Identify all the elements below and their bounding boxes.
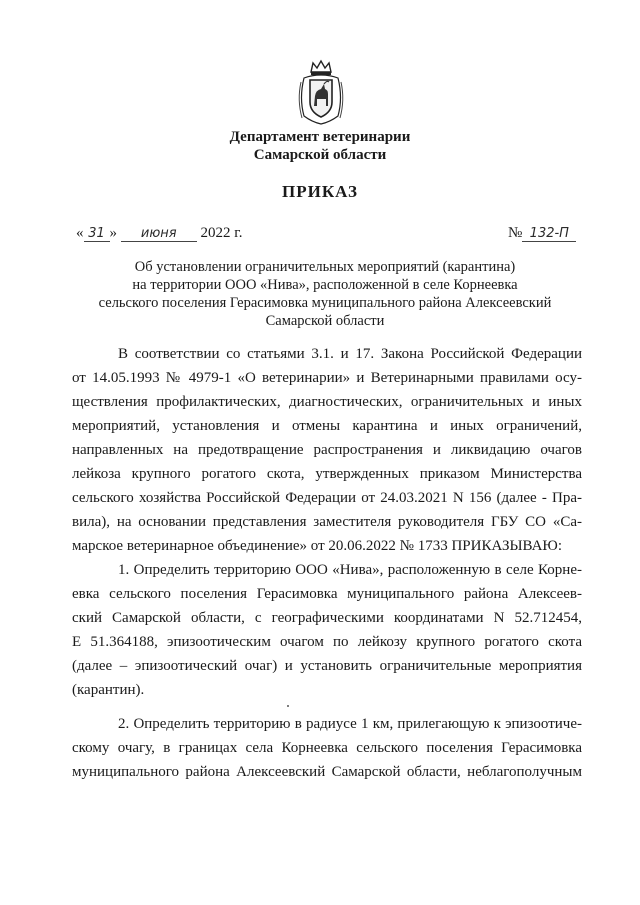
date-close-quote: » (109, 225, 117, 241)
paragraph-line: вила), на основании представления заместителя руководителя ГБУ СО «Са- (72, 514, 582, 530)
paragraph-line: В соответствии со статьями 3.1. и 17. Закона Российской Федерации (118, 346, 582, 362)
samara-coat-of-arms-icon (296, 58, 346, 126)
paragraph-line: лейкоза крупного рогатого скота, утвержденных приказом Министерства (72, 466, 582, 482)
subject-line: сельского поселения Герасимовка муниципального района Алексеевский (98, 295, 552, 311)
subject-line: Об установлении ограничительных мероприятий (карантина) (134, 259, 516, 275)
item-2-paragraph (72, 712, 582, 784)
date-day-handwritten: 31 (84, 227, 110, 242)
paragraph-line: направленных на предотвращение распространения и ликвидацию очагов (72, 442, 582, 458)
preamble-paragraph (72, 342, 582, 558)
department-name-line-1: Департамент ветеринарии (229, 129, 411, 145)
paragraph-line: 2. Определить территорию в радиусе 1 км, прилегающую к эпизоотиче- (118, 716, 582, 732)
date-month-handwritten: июня (121, 227, 197, 242)
date-year: 2022 г. (200, 225, 243, 241)
subject-line: Самарской области (265, 313, 385, 329)
subject-line: на территории ООО «Нива», расположенной в селе Корнеевка (132, 277, 518, 293)
date-open-quote: « (76, 225, 84, 241)
number-label: № (508, 225, 523, 241)
department-name-line-2: Самарской области (253, 147, 387, 163)
paragraph-line: муниципального района Алексеевский Самарской области, неблагополучным (72, 764, 582, 780)
document-title: ПРИКАЗ (282, 182, 358, 201)
paragraph-line: мероприятий, установления и отмены карантина и иных ограничений, (72, 418, 582, 434)
paragraph-line: E 51.364188, эпизоотическим очагом по лейкозу крупного рогатого скота (72, 634, 582, 650)
paragraph-line: марское ветеринарное объединение» от 20.06.2022 № 1733 ПРИКАЗЫВАЮ: (72, 538, 563, 554)
paragraph-line: от 14.05.1993 № 4979-1 «О ветеринарии» и Ветеринарными правилами осу- (72, 370, 582, 386)
paragraph-line: (далее – эпизоотический очаг) и установить ограничительные мероприятия (72, 658, 582, 674)
paragraph-line: 1. Определить территорию ООО «Нива», расположенную в селе Корне- (118, 562, 582, 578)
paragraph-line: сельского хозяйства Российской Федерации от 24.03.2021 N 156 (далее - Пра- (72, 490, 582, 506)
order-body (72, 342, 582, 784)
number-value-handwritten: 132-П (522, 227, 576, 242)
document-number (508, 224, 576, 242)
scan-speck (287, 705, 289, 707)
paragraph-line: ский Самарской области, с географическими координатами N 52.712454, (72, 610, 582, 626)
document-date (76, 224, 242, 242)
paragraph-line: скому очагу, в границах села Корнеевка сельского поселения Герасимовка (72, 740, 582, 756)
paragraph-line: евка сельского поселения Герасимовка муниципального района Алексеев- (72, 586, 582, 602)
paragraph-line: ществления профилактических, диагностических, ограничительных и иных (72, 394, 582, 410)
paragraph-line: (карантин). (72, 682, 145, 698)
item-1-paragraph (72, 558, 582, 702)
order-subject (60, 258, 590, 330)
